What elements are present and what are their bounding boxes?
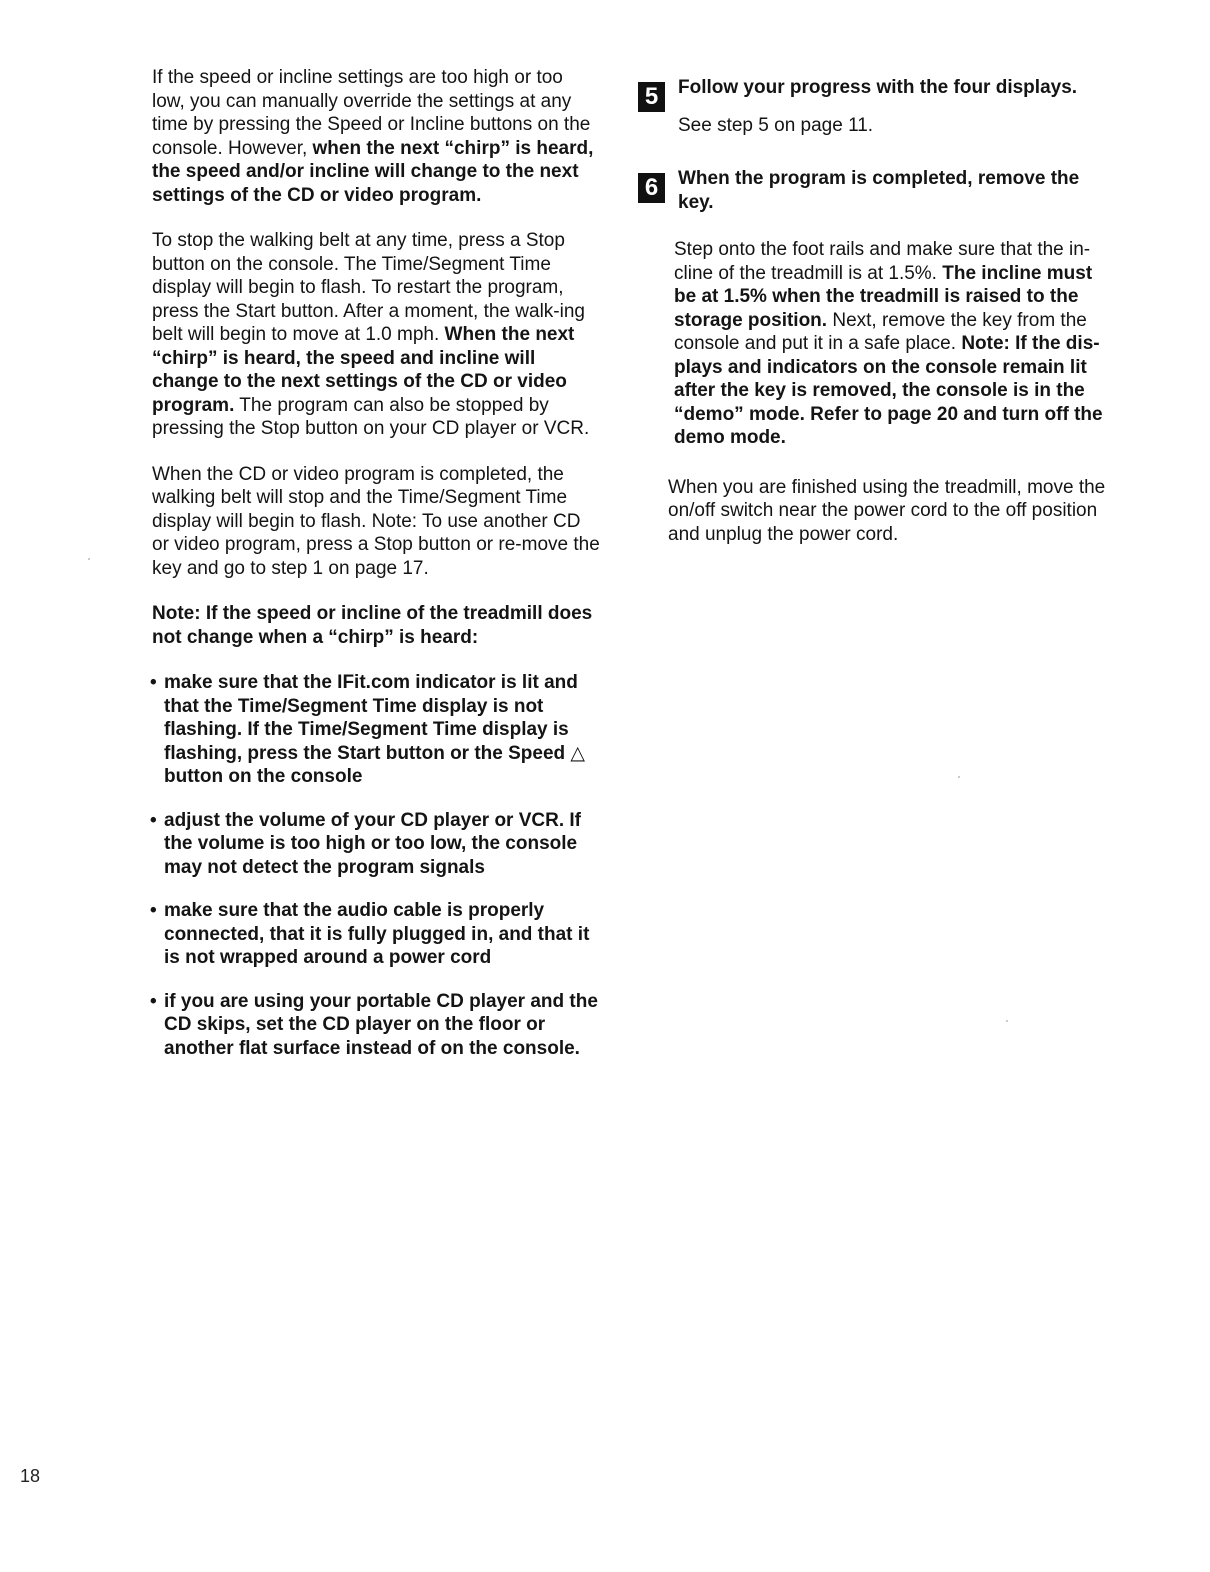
stop-belt-text: To stop the walking belt at any time, press a Stop button on the console. The Time/Segment Time display will begin to flash. To restart the program, press the Start button. After a moment, the walk-ing belt will begin to move at 1.0 mph. [152, 230, 585, 345]
step-number-badge: 5 [638, 82, 665, 112]
step-number-badge: 6 [638, 173, 665, 203]
scan-speck [1006, 1020, 1008, 1022]
chirp-change-note: when the next “chirp” is heard, the speed and/or incline will change to the next settings of the CD or video program. [152, 137, 594, 206]
list-item-text: make sure that the audio cable is properly connected, that it is fully plugged in, and that it is not wrapped around a power cord [164, 900, 590, 968]
step-6-title: When the program is completed, remove the key. [678, 168, 1080, 213]
right-column [638, 76, 1108, 546]
left-column [152, 66, 600, 1080]
troubleshooting-note-heading: Note: If the speed or incline of the treadmill does not change when a “chirp” is heard: [152, 603, 593, 648]
step-6-body [674, 238, 1108, 450]
manual-override-paragraph [152, 66, 600, 207]
page-number: 18 [20, 1466, 41, 1486]
step-6-heading [638, 167, 1108, 214]
finished-paragraph: When you are finished using the treadmill, move the on/off switch near the power cord to the off position and unplug the power cord. [668, 476, 1106, 545]
step-5-heading [638, 76, 1108, 110]
demo-mode-note: Note: If the dis-plays and indicators on the console remain lit after the key is removed, the console is in the “demo” mode. Refer to page 20 and turn off the demo mode. [674, 333, 1103, 448]
list-item-text: if you are using your portable CD player and the CD skips, set the CD player on the floor or another flat surface instead of on the console. [164, 990, 598, 1059]
step-5-body: See step 5 on page 11. [678, 114, 874, 136]
stop-belt-tail: The program can also be stopped by pressing the Stop button on your CD player or VCR. [152, 394, 590, 439]
list-item [152, 899, 600, 970]
list-item-text: adjust the volume of your CD player or VCR. If the volume is too high or too low, the console may not detect the program signals [164, 809, 582, 878]
bullet-icon: • [150, 990, 157, 1012]
scan-speck [958, 776, 960, 778]
step-6-body-text: Step onto the foot rails and make sure that the in-cline of the treadmill is at 1.5%. [674, 239, 1091, 284]
step-5-title: Follow your progress with the four displays. [678, 77, 1078, 98]
program-completed-paragraph: When the CD or video program is completed, the walking belt will stop and the Time/Segment Time display will begin to flash. Note: To use another CD or video program, press a Stop button or re-move the key and go to step 1 on page 17. [152, 463, 600, 579]
remove-key-text: Next, remove the key from the console and put it in a safe place. [674, 309, 1087, 354]
list-item [152, 809, 600, 880]
bullet-icon: • [150, 900, 157, 921]
troubleshooting-list [152, 671, 600, 1060]
stop-belt-paragraph [152, 229, 600, 441]
list-item [152, 990, 600, 1061]
bullet-icon: • [150, 809, 157, 831]
bullet-icon: • [150, 672, 157, 693]
list-item-text: make sure that the IFit.com indicator is lit and that the Time/Segment Time display is not flashing. If the Time/Segment Time display is flashing, press the Start button or the Speed △ button on the console [164, 672, 586, 787]
scan-speck [88, 558, 90, 560]
stop-belt-chirp-note: When the next “chirp” is heard, the speed and incline will change to the next settings of the CD or video program. [152, 324, 575, 416]
manual-override-text: If the speed or incline settings are too high or too low, you can manually override the settings at any time by pressing the Speed or Incline buttons on the console. However, [152, 67, 591, 159]
list-item [152, 671, 600, 789]
storage-incline-warning: The incline must be at 1.5% when the treadmill is raised to the storage position. [674, 262, 1093, 331]
